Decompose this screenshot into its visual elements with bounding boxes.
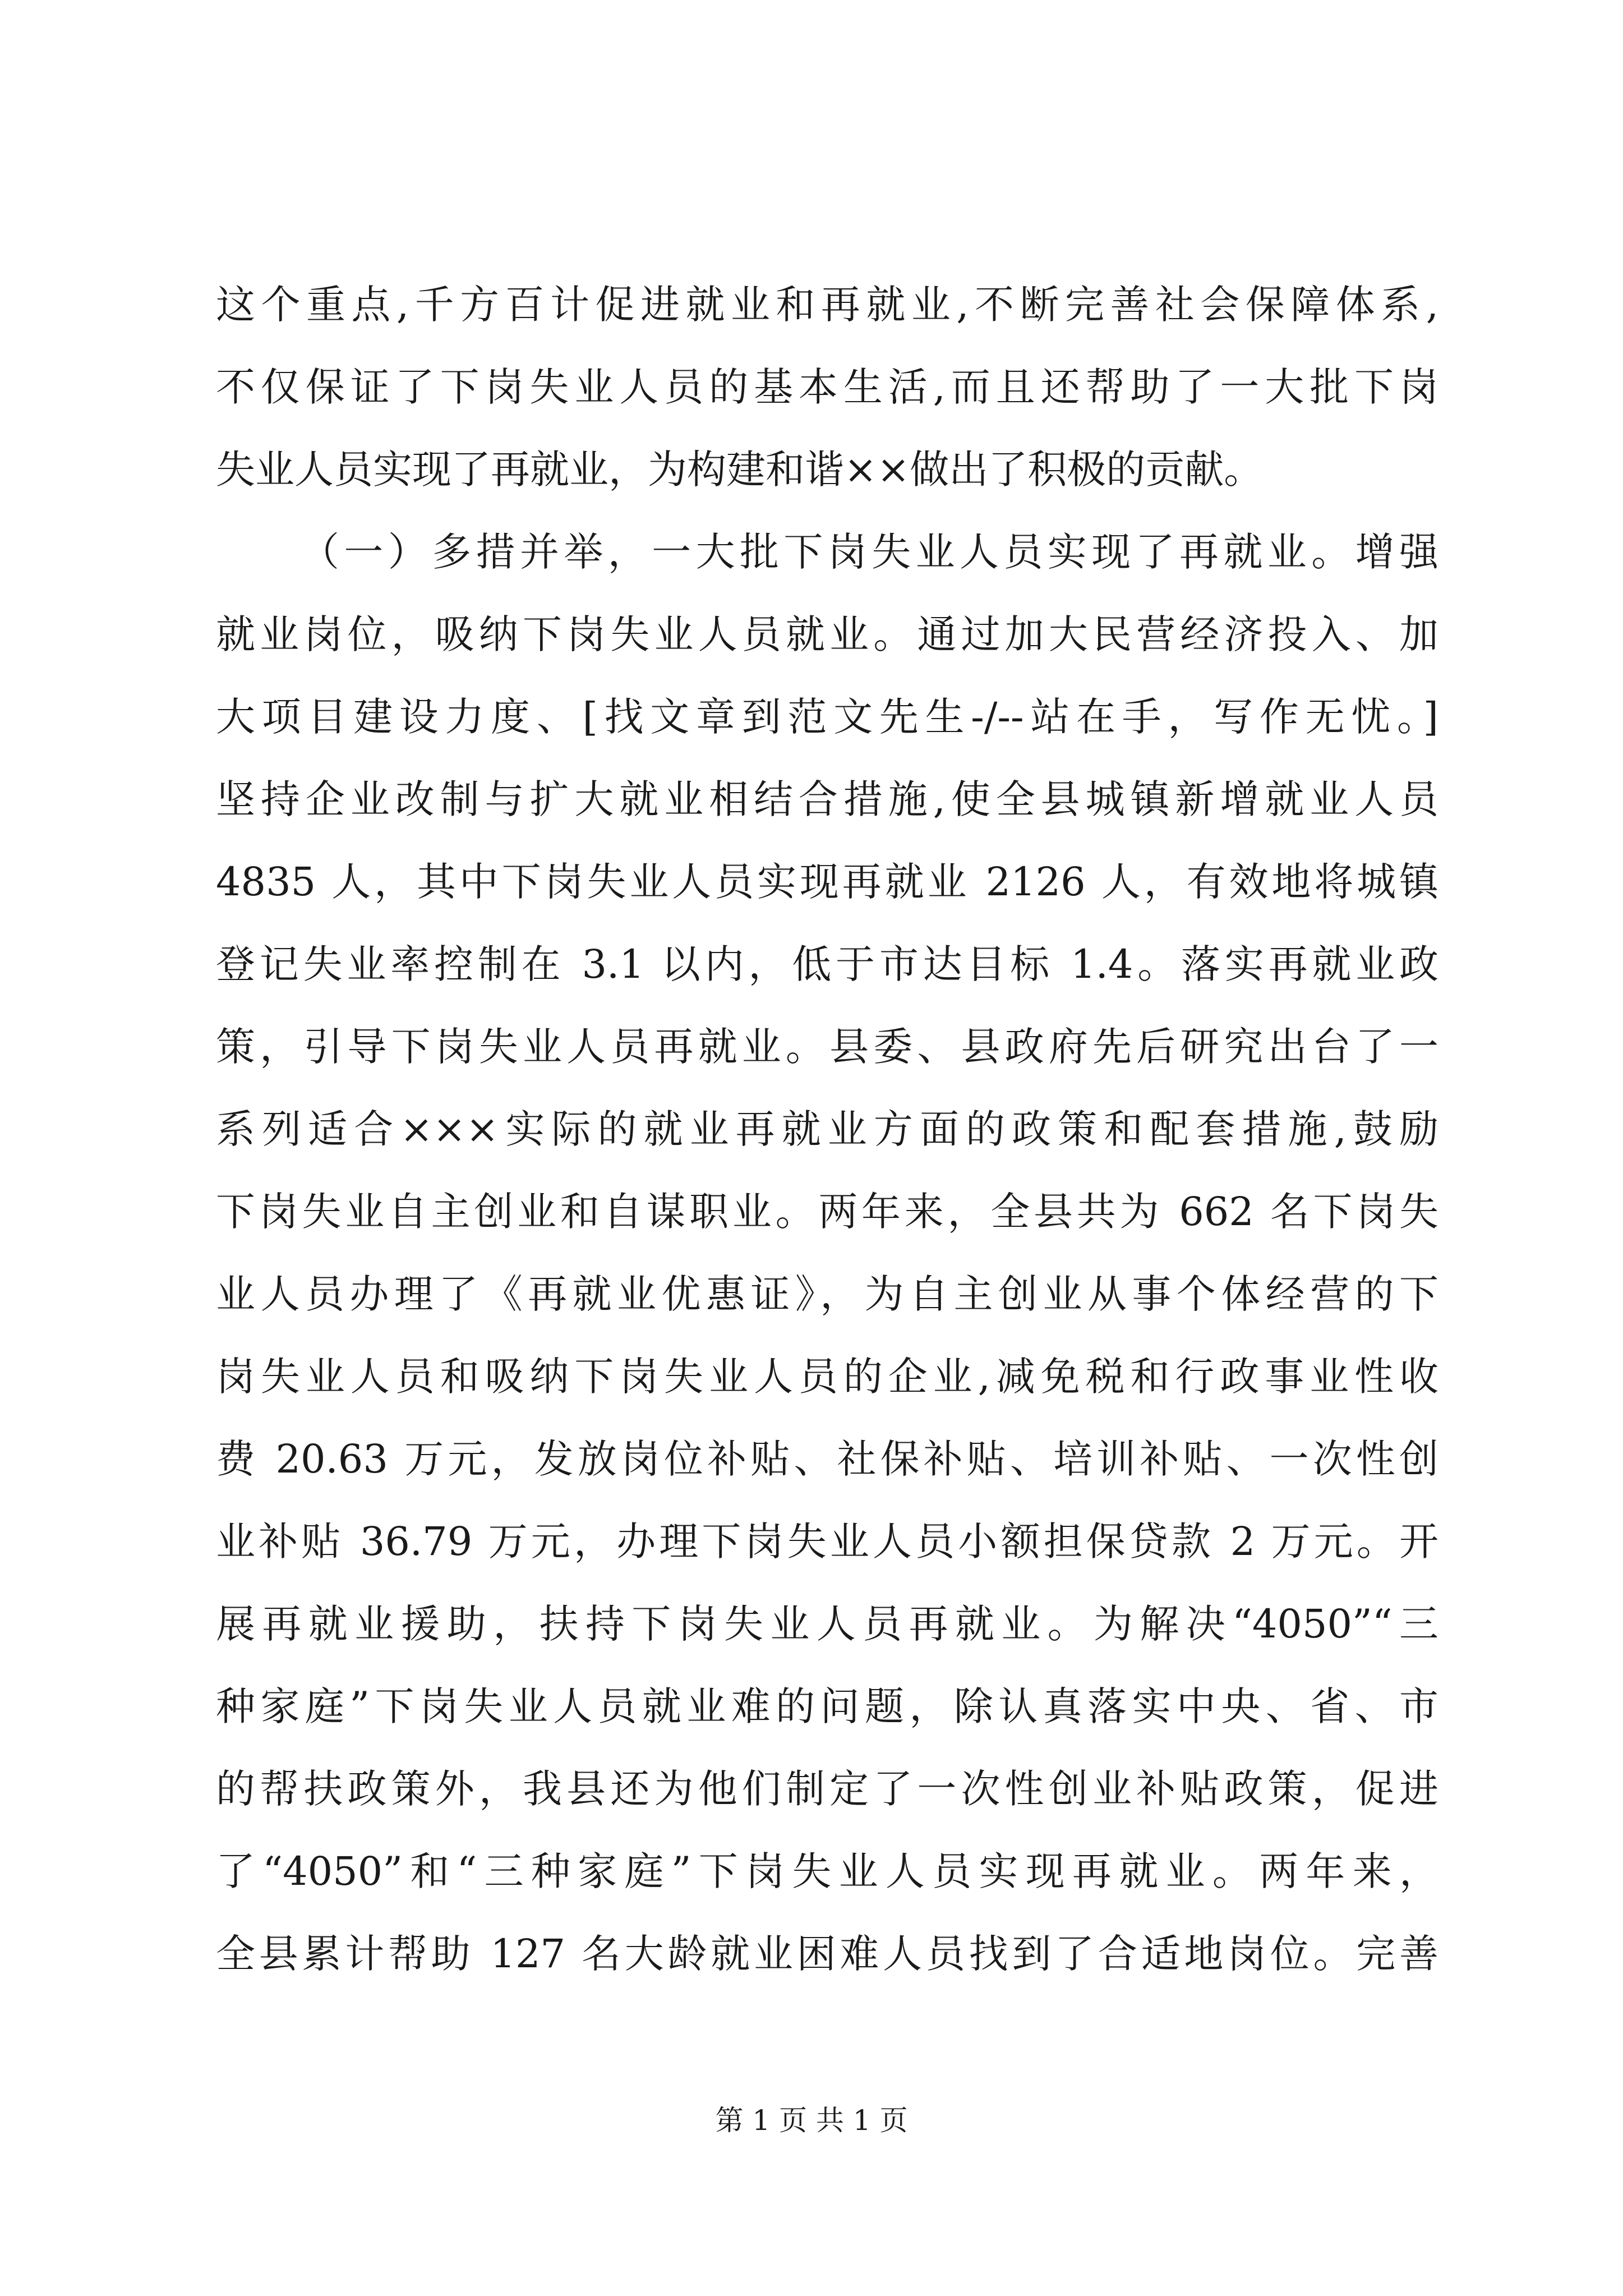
text-line: 岗失业人员和吸纳下岗失业人员的企业,减免税和行政事业性收 — [216, 1354, 1438, 1400]
page-number-footer: 第 1 页 共 1 页 — [715, 2104, 908, 2137]
paragraph-heading-line: （一）多措并举，一大批下岗失业人员实现了再就业。增强 — [300, 529, 1438, 575]
text-line: 大项目建设力度、[找文章到范文先生-/--站在手，写作无忧。] — [216, 694, 1438, 740]
text-line: 了“4050”和“三种家庭”下岗失业人员实现再就业。两年来， — [216, 1848, 1438, 1894]
text-line: 业补贴 36.79 万元，办理下岗失业人员小额担保贷款 2 万元。开 — [216, 1519, 1438, 1565]
text-line: 展再就业援助，扶持下岗失业人员再就业。为解决“4050”“三 — [216, 1601, 1438, 1647]
text-line: 下岗失业自主创业和自谋职业。两年来，全县共为 662 名下岗失 — [216, 1189, 1438, 1235]
text-line: 策，引导下岗失业人员再就业。县委、县政府先后研究出台了一 — [216, 1024, 1438, 1070]
body-text — [216, 264, 1438, 1995]
text-line: 业人员办理了《再就业优惠证》，为自主创业从事个体经营的下 — [216, 1271, 1438, 1317]
text-line: 全县累计帮助 127 名大龄就业困难人员找到了合适地岗位。完善 — [216, 1931, 1438, 1977]
text-line: 种家庭”下岗失业人员就业难的问题，除认真落实中央、省、市 — [216, 1683, 1438, 1729]
text-line: 坚持企业改制与扩大就业相结合措施,使全县城镇新增就业人员 — [216, 776, 1438, 822]
text-line: 这个重点,千方百计促进就业和再就业,不断完善社会保障体系, — [216, 282, 1438, 328]
text-line: 费 20.63 万元，发放岗位补贴、社保补贴、培训补贴、一次性创 — [216, 1436, 1438, 1482]
text-line: 不仅保证了下岗失业人员的基本生活,而且还帮助了一大批下岗 — [216, 364, 1438, 410]
text-line: 4835 人，其中下岗失业人员实现再就业 2126 人，有效地将城镇 — [216, 859, 1438, 905]
text-line: 系列适合×××实际的就业再就业方面的政策和配套措施,鼓励 — [216, 1106, 1438, 1152]
text-line: 失业人员实现了再就业，为构建和谐××做出了积极的贡献。 — [216, 447, 1264, 493]
text-line: 就业岗位，吸纳下岗失业人员就业。通过加大民营经济投入、加 — [216, 611, 1438, 657]
text-line: 的帮扶政策外，我县还为他们制定了一次性创业补贴政策，促进 — [216, 1766, 1438, 1812]
text-line: 登记失业率控制在 3.1 以内，低于市达目标 1.4。落实再就业政 — [216, 941, 1438, 987]
